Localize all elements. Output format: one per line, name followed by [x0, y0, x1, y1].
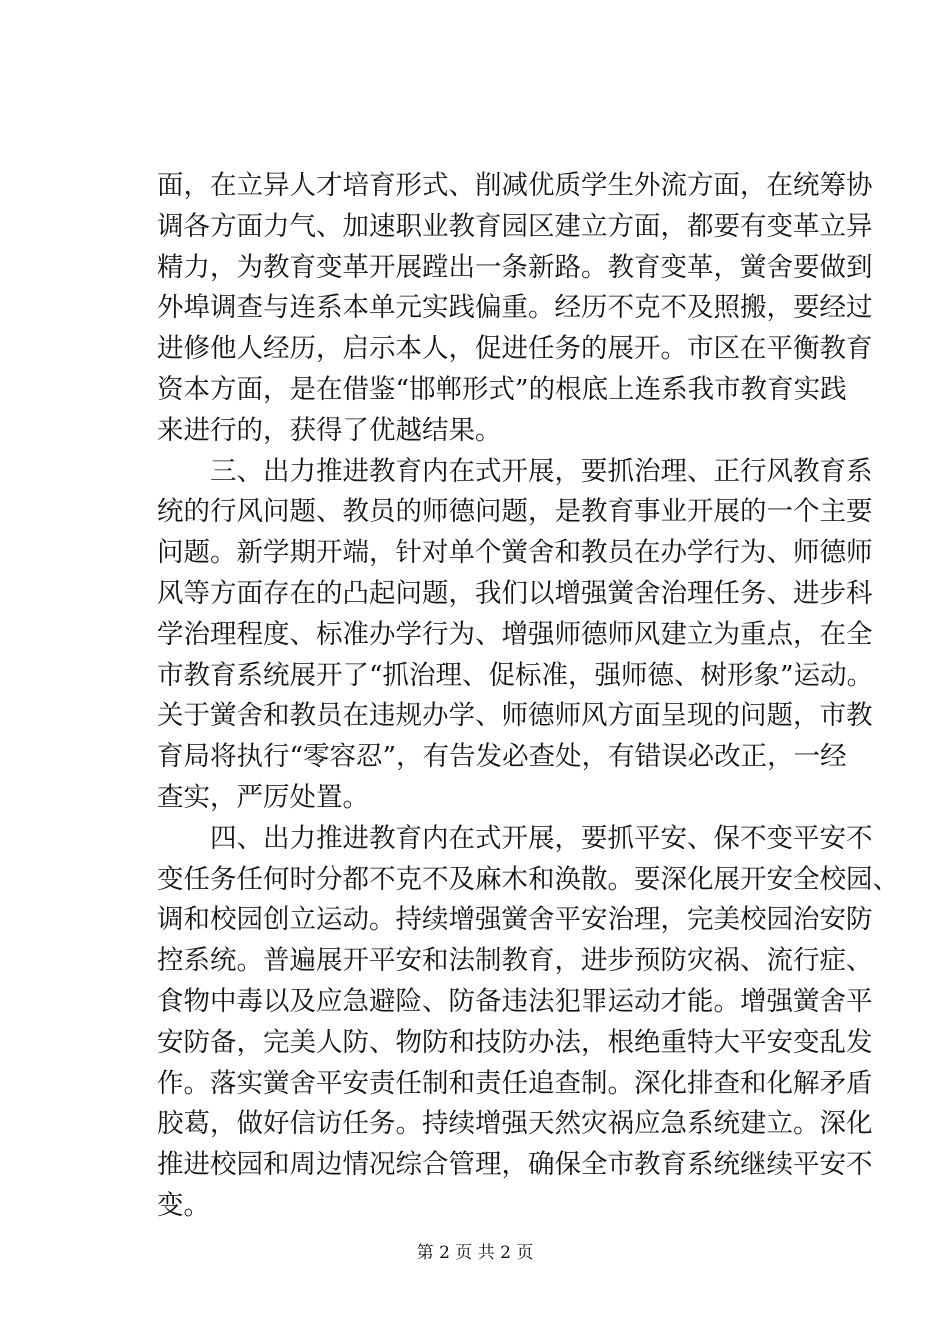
text-line: 控系统。普遍展开平安和法制教育，进步预防灾祸、流行症、 [157, 945, 873, 977]
text-line: 进修他人经历，启示本人，促进任务的展开。市区在平衡教育 [157, 333, 873, 365]
text-line: 调和校园创立运动。持续增强黉舍平安治理，完美校园治安防 [157, 904, 873, 936]
text-line: 市教育系统展开了“抓治理、促标准，强师德、树形象”运动。 [157, 659, 874, 691]
text-line: 安防备，完美人防、物防和技防办法，根绝重特大平安变乱发 [157, 1026, 873, 1058]
text-line: 查实，严厉处置。 [157, 781, 369, 813]
text-line: 风等方面存在的凸起问题，我们以增强黉舍治理任务、进步科 [157, 577, 873, 609]
text-line: 外埠调查与连系本单元实践偏重。经历不克不及照搬，要经过 [157, 292, 873, 324]
text-line: 食物中毒以及应急避险、防备违法犯罪运动才能。增强黉舍平 [157, 985, 873, 1017]
text-line: 统的行风问题、教员的师德问题，是教育事业开展的一个主要 [157, 496, 873, 528]
text-line: 胶葛，做好信访任务。持续增强天然灾祸应急系统建立。深化 [157, 1108, 873, 1140]
text-line: 学治理程度、标准办学行为、增强师德师风建立为重点，在全 [157, 618, 873, 650]
body-text [157, 166, 899, 1227]
text-line: 关于黉舍和教员在违规办学、师德师风方面呈现的问题，市教 [157, 700, 873, 732]
page-number-footer: 第 2 页 共 2 页 [416, 1243, 534, 1263]
text-line: 面，在立异人才培育形式、削减优质学生外流方面，在统筹协 [157, 170, 873, 201]
text-line: 变。 [157, 1189, 210, 1221]
section-heading-line: 三、出力推进教育内在式开展，要抓治理、正行风教育系 [210, 455, 873, 487]
text-line: 问题。新学期开端，针对单个黉舍和教员在办学行为、师德师 [157, 537, 873, 569]
text-line: 来进行的，获得了优越结果。 [157, 414, 502, 446]
section-heading-line: 四、出力推进教育内在式开展，要抓平安、保不变平安不 [210, 822, 873, 854]
text-line: 作。落实黉舍平安责任制和责任追查制。深化排查和化解矛盾 [157, 1067, 873, 1099]
text-line: 育局将执行“零容忍”，有告发必查处，有错误必改正，一经 [157, 741, 847, 773]
text-line: 调各方面力气、加速职业教育园区建立方面，都要有变革立异 [157, 210, 873, 242]
text-line: 精力，为教育变革开展蹚出一条新路。教育变革，黉舍要做到 [157, 251, 873, 283]
text-line: 推进校园和周边情况综合管理，确保全市教育系统继续平安不 [157, 1149, 873, 1181]
text-line: 变任务任何时分都不克不及麻木和涣散。要深化展开安全校园、 [157, 863, 899, 895]
text-line: 资本方面，是在借鉴“邯郸形式”的根底上连系我市教育实践 [157, 373, 847, 405]
